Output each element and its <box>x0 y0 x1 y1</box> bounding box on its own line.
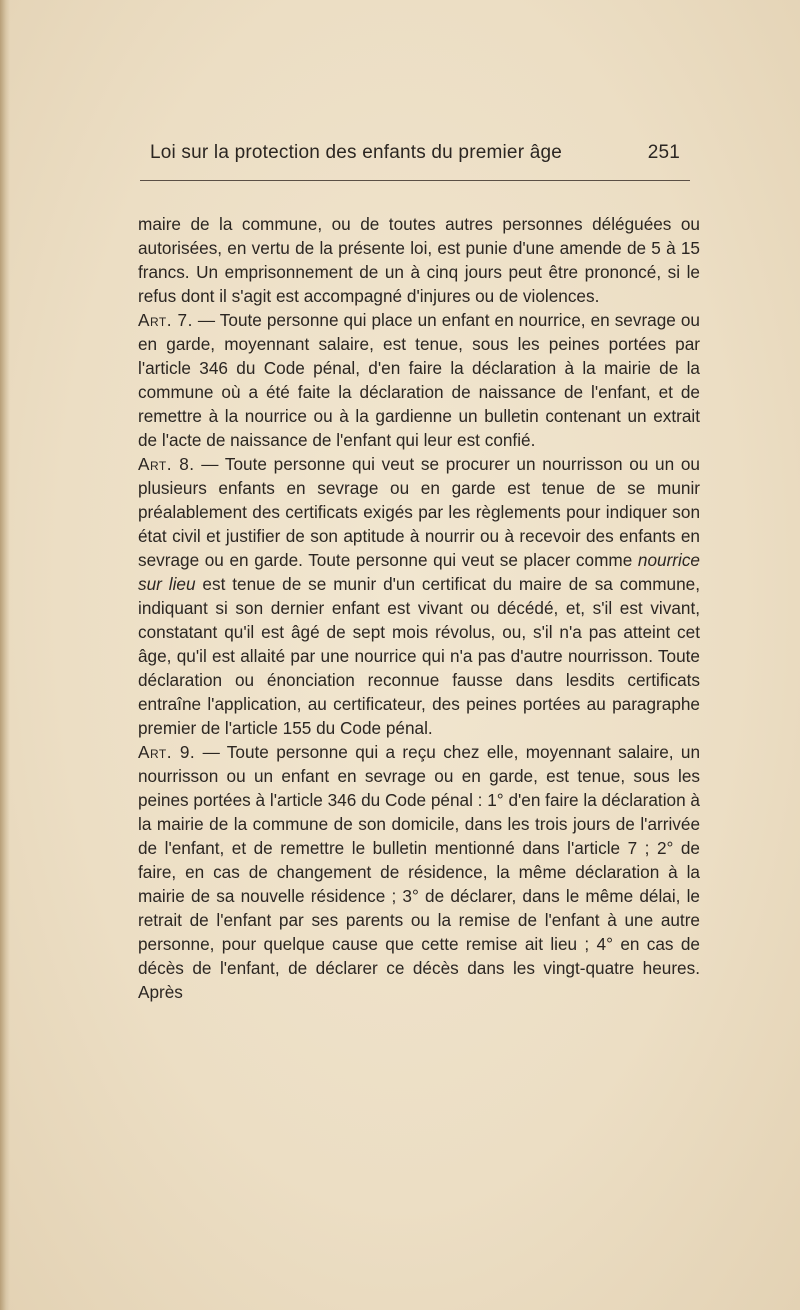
running-header <box>150 142 680 168</box>
paragraph-article-8 <box>138 452 700 740</box>
article-label: Art. 7. <box>138 310 193 330</box>
paragraph-article-9 <box>138 740 700 1004</box>
page-binding-edge <box>0 0 10 1310</box>
paragraph-text: — Toute personne qui a reçu chez elle, moyennant salaire, un nourrisson ou un enfant en sevrage ou en garde, est tenue, sous les peines portées à l'article 346 du Code pénal : 1° d'en faire la déclaration à la mairie de la commune de son domicile, dans les trois jours de l'arrivée de l'enfant, et de remettre le bulletin mentionné dans l'article 7 ; 2° de faire, en cas de changement de résidence, la même déclaration à la mairie de sa nouvelle résidence ; 3° de déclarer, dans le même délai, le retrait de l'enfant par ses parents ou la remise de l'enfant à une autre personne, pour quelque cause que cette remise ait lieu ; 4° en cas de décès de l'enfant, de déclarer ce décès dans les vingt-quatre heures. Après <box>138 742 700 1002</box>
running-title: Loi sur la protection des enfants du premier âge <box>150 142 563 163</box>
paragraph-article-7 <box>138 308 700 452</box>
page-number: 251 <box>647 142 680 163</box>
italic-term: nourrice sur lieu <box>138 550 700 594</box>
paragraph-text: — Toute personne qui veut se procurer un nourrisson ou un ou plusieurs enfants en sevrage ou en garde est tenue de se munir préalablement des certificats exigés par les règlements pour indiquer son état civil et justifier de son aptitude à nourrir ou à recevoir des enfants en sevrage ou en garde. Toute personne qui veut se placer comme <box>138 454 700 570</box>
paragraph-text: — Toute personne qui place un enfant en nourrice, en sevrage ou en garde, moyennant salaire, est tenue, sous les peines portées par l'article 346 du Code pénal, d'en faire la déclaration à la mairie de la commune où a été faite la déclaration de naissance de l'enfant, et de remettre à la nourrice ou à la gardienne un bulletin contenant un extrait de l'acte de naissance de l'enfant qui leur est confié. <box>138 310 700 450</box>
paragraph-text: maire de la commune, ou de toutes autres personnes déléguées ou autorisées, en vertu de la présente loi, est punie d'une amende de 5 à 15 francs. Un emprisonnement de un à cinq jours peut être prononcé, si le refus dont il s'agit est accompagné d'injures ou de violences. <box>138 214 700 306</box>
body-text <box>138 212 700 1004</box>
article-label: Art. 8. <box>138 454 195 474</box>
paragraph-text: est tenue de se munir d'un certificat du maire de sa commune, indiquant si son dernier enfant est vivant ou décédé, et, s'il est vivant, constatant qu'il est âgé de sept mois révolus, ou, s'il n'a pas atteint cet âge, qu'il est allaité par une nourrice qui n'a pas d'autre nourrisson. Toute déclaration ou énonciation reconnue fausse dans lesdits certificats entraîne l'application, au certificateur, des peines portées au paragraphe premier de l'article 155 du Code pénal. <box>138 574 701 738</box>
article-label: Art. 9. <box>138 742 196 762</box>
header-rule <box>140 180 690 181</box>
paragraph-continuation <box>138 212 700 308</box>
